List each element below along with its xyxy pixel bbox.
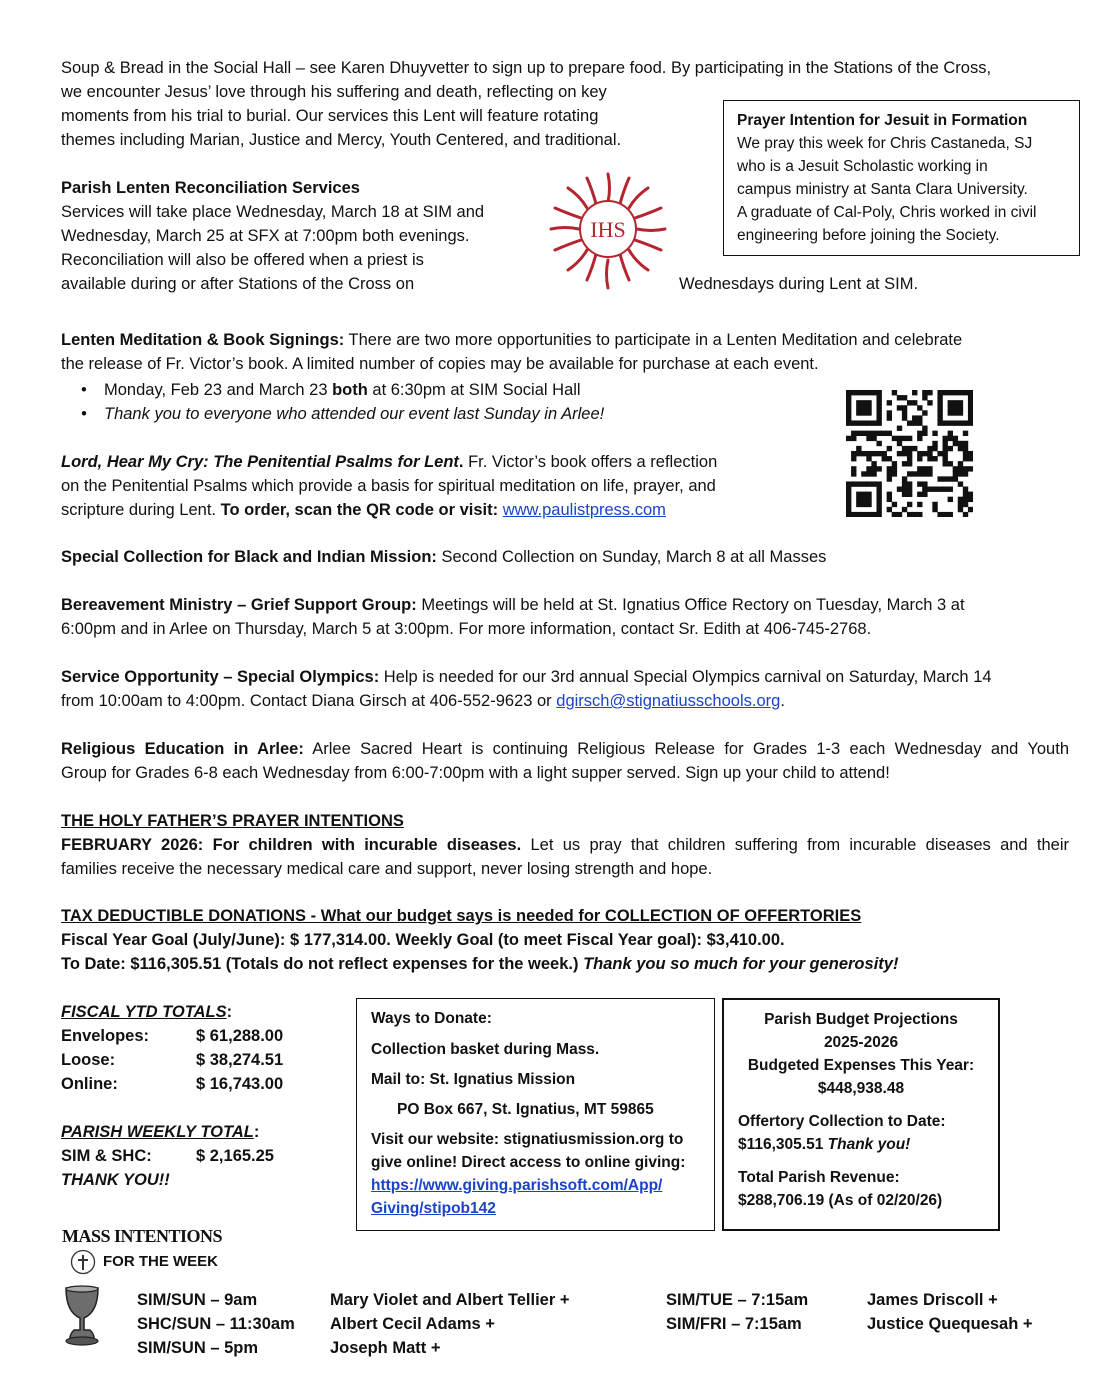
holy-father-title: FEBRUARY 2026: For children with incurable diseases. [61,836,522,854]
jesuit-ihs-emblem [543,166,673,296]
list-item: • Monday, Feb 23 and March 23 both at 6:30pm at SIM Social Hall [61,378,1081,402]
mass-time: SIM/TUE – 7:15am [666,1291,809,1309]
totals-label: Loose: [61,1051,116,1069]
weekly-heading: PARISH WEEKLY TOTAL [61,1123,254,1141]
mass-time: SIM/SUN – 9am [137,1291,258,1309]
list-item: • Thank you to everyone who attended our event last Sunday in Arlee! [61,402,1081,426]
totals-value: $ 38,274.51 [196,1051,284,1069]
mass-time: SHC/SUN – 11:30am [137,1315,295,1333]
mass-intention-name: Joseph Matt + [330,1339,441,1357]
chalice-icon [60,1284,104,1348]
mass-time: SIM/SUN – 5pm [137,1339,259,1357]
totals-value: $ 16,743.00 [196,1075,284,1093]
table-row [61,1048,351,1072]
prayer-box-line: who is a Jesuit Scholastic working in [737,158,988,175]
parish-budget-box: Parish Budget Projections 2025-2026 Budgeted Expenses This Year: $448,938.48 Offertory Collection to Date: $116,305.51 Thank you! Total Parish Revenue: $288,706.19 (As of 02/20/26) [722,998,1000,1231]
qr-code-icon [846,390,973,517]
tax-heading: TAX DEDUCTIBLE DONATIONS - What our budget says is needed for COLLECTION OF OFFERTORIES [61,907,862,925]
mass-intention-name: Justice Quequesah + [867,1315,1033,1333]
totals-label: Online: [61,1075,118,1093]
totals-label: Envelopes: [61,1027,150,1045]
fiscal-totals: FISCAL YTD TOTALS: Envelopes: $ 61,288.00 Loose: $ 38,274.51 Online: $ 16,743.00 PARISH WEEKLY TOTAL: SIM & SHC: $ 2,165.25 THANK YOU!! [61,1000,351,1192]
meditation-text-2: the release of Fr. Victor’s book. A limited number of copies may be available for purchase at each event. [61,355,819,373]
bereavement-section: Bereavement Ministry – Grief Support Group: Meetings will be held at St. Ignatius Office Rectory on Tuesday, March 3 at 6:00pm and in Arlee on Thursday, March 5 at 3:00pm. For more information, contact Sr. Edith at 406-745-2768. [61,596,965,638]
qr-code[interactable] [846,390,973,517]
prayer-box-line: A graduate of Cal-Poly, Chris worked in civil [737,204,1037,221]
holy-father-heading: THE HOLY FATHER’S PRAYER INTENTIONS [61,812,404,830]
religious-ed-title: Religious Education in Arlee: [61,740,304,758]
book-title: Lord, Hear My Cry: The Penitential Psalms for Lent [61,453,459,471]
book-line-2: on the Penitential Psalms which provide a basis for spiritual meditation on life, prayer, and [61,477,716,495]
table-row [61,1072,351,1096]
reconciliation-line: available during or after Stations of the Cross on [61,275,415,293]
reconciliation-line-end: Wednesdays during Lent at SIM. [679,275,919,293]
email-link[interactable]: dgirsch@stignatiusschools.org [556,692,781,710]
reconciliation-section [61,176,541,296]
table-row [61,1024,351,1048]
sunburst-icon [543,166,673,296]
mass-heading: MASS INTENTIONS [62,1226,223,1246]
mass-intention-name: Albert Cecil Adams + [330,1315,495,1333]
prayer-box-line: We pray this week for Chris Castaneda, SJ [737,135,1033,152]
reconciliation-title: Parish Lenten Reconciliation Services [61,179,360,197]
intro-line-1: Soup & Bread in the Social Hall – see Karen Dhuyvetter to sign up to prepare food. By participating in the Stations of the Cross, [61,59,992,77]
bereavement-title: Bereavement Ministry – Grief Support Group: [61,596,417,614]
intro-line-3: moments from his trial to burial. Our services this Lent will feature rotating [61,107,599,125]
reconciliation-line: Services will take place Wednesday, March 18 at SIM and [61,203,485,221]
holy-father-section: THE HOLY FATHER’S PRAYER INTENTIONS FEBRUARY 2026: For children with incurable diseases. Let us pray that children suffering from incurable diseases and their families receive the necessary medical care and support, never losing strength and hope. [61,809,1069,881]
book-section: Lord, Hear My Cry: The Penitential Psalms for Lent. Fr. Victor’s book offers a reflection on the Penitential Psalms which provide a basis for spiritual meditation on life, prayer, and scripture during Lent. To order, scan the QR code or visit: www.paulistpress.com [61,450,841,522]
tax-line-1: Fiscal Year Goal (July/June): $ 177,314.00. Weekly Goal (to meet Fiscal Year goal): $3,410.00. [61,931,785,949]
intro-line-2: we encounter Jesus’ love through his suffering and death, reflecting on key [61,83,607,101]
for-the-week-text: FOR THE WEEK [103,1253,218,1270]
emblem-text: IHS [590,217,626,242]
religious-ed-section: Religious Education in Arlee: Arlee Sacred Heart is continuing Religious Release for Grades 1-3 each Wednesday and Youth Group for Grades 6-8 each Wednesday from 6:00-7:00pm with a light supper served. Sign up your child to attend! [61,740,1069,782]
intro-line-4: themes including Marian, Justice and Mercy, Youth Centered, and traditional. [61,131,622,149]
service-title: Service Opportunity – Special Olympics: [61,668,380,686]
prayer-box-line: engineering before joining the Society. [737,227,1000,244]
reconciliation-line: Wednesday, March 25 at SFX at 7:00pm both evenings. [61,227,470,245]
budget-title: Parish Budget Projections [764,1011,958,1028]
weekly-label: SIM & SHC: [61,1147,152,1165]
mass-intention-name: Mary Violet and Albert Tellier + [330,1291,570,1309]
prayer-box-title: Prayer Intention for Jesuit in Formation [737,112,1028,129]
tax-section: TAX DEDUCTIBLE DONATIONS - What our budget says is needed for COLLECTION OF OFFERTORIES Fiscal Year Goal (July/June): $ 177,314.00. Weekly Goal (to meet Fiscal Year goal): $3,410.00. To Date: $116,305.51 (Totals do not reflect expenses for the week.) Thank you so much for your generosity! [61,904,1081,976]
mass-time: SIM/FRI – 7:15am [666,1315,802,1333]
ways-to-donate-box: Ways to Donate: Collection basket during Mass. Mail to: St. Ignatius Mission PO Box 667, St. Ignatius, MT 59865 Visit our website: stignatiusmission.org to give online! Direct access to online giving: https://www.giving.parishsoft.com/App/ Giving/stipob142 [356,998,715,1231]
totals-value: $ 61,288.00 [196,1027,284,1045]
meditation-title: Lenten Meditation & Book Signings: [61,331,345,349]
for-the-week [70,1249,218,1275]
thank-you-text: THANK YOU!! [61,1171,170,1189]
donate-heading: Ways to Donate: [371,1010,492,1027]
mass-intentions-heading [62,1224,222,1248]
weekly-value: $ 2,165.25 [196,1147,274,1165]
special-collection: Special Collection for Black and Indian Mission: Second Collection on Sunday, March 8 at all Masses [61,548,827,566]
reconciliation-line: Reconciliation will also be offered when a priest is [61,251,424,269]
prayer-box-line: campus ministry at Santa Clara University. [737,181,1028,198]
cross-circle-icon [70,1249,96,1275]
paulist-press-link[interactable]: www.paulistpress.com [502,501,666,519]
totals-table [61,1024,351,1096]
totals-heading: FISCAL YTD TOTALS [61,1003,227,1021]
prayer-intention-box [723,100,1080,256]
service-section: Service Opportunity – Special Olympics: Help is needed for our 3rd annual Special Olympics carnival on Saturday, March 14 from 10:00am to 4:00pm. Contact Diana Girsch at 406-552-9623 or dgirsch@stignatiusschools.org. [61,668,992,710]
mass-intention-name: James Driscoll + [867,1291,998,1309]
meditation-text: There are two more opportunities to participate in a Lenten Meditation and celebrate [344,331,963,349]
giving-link[interactable]: https://www.giving.parishsoft.com/App/ Giving/stipob142 [371,1177,663,1217]
collection-title: Special Collection for Black and Indian Mission: [61,548,437,566]
